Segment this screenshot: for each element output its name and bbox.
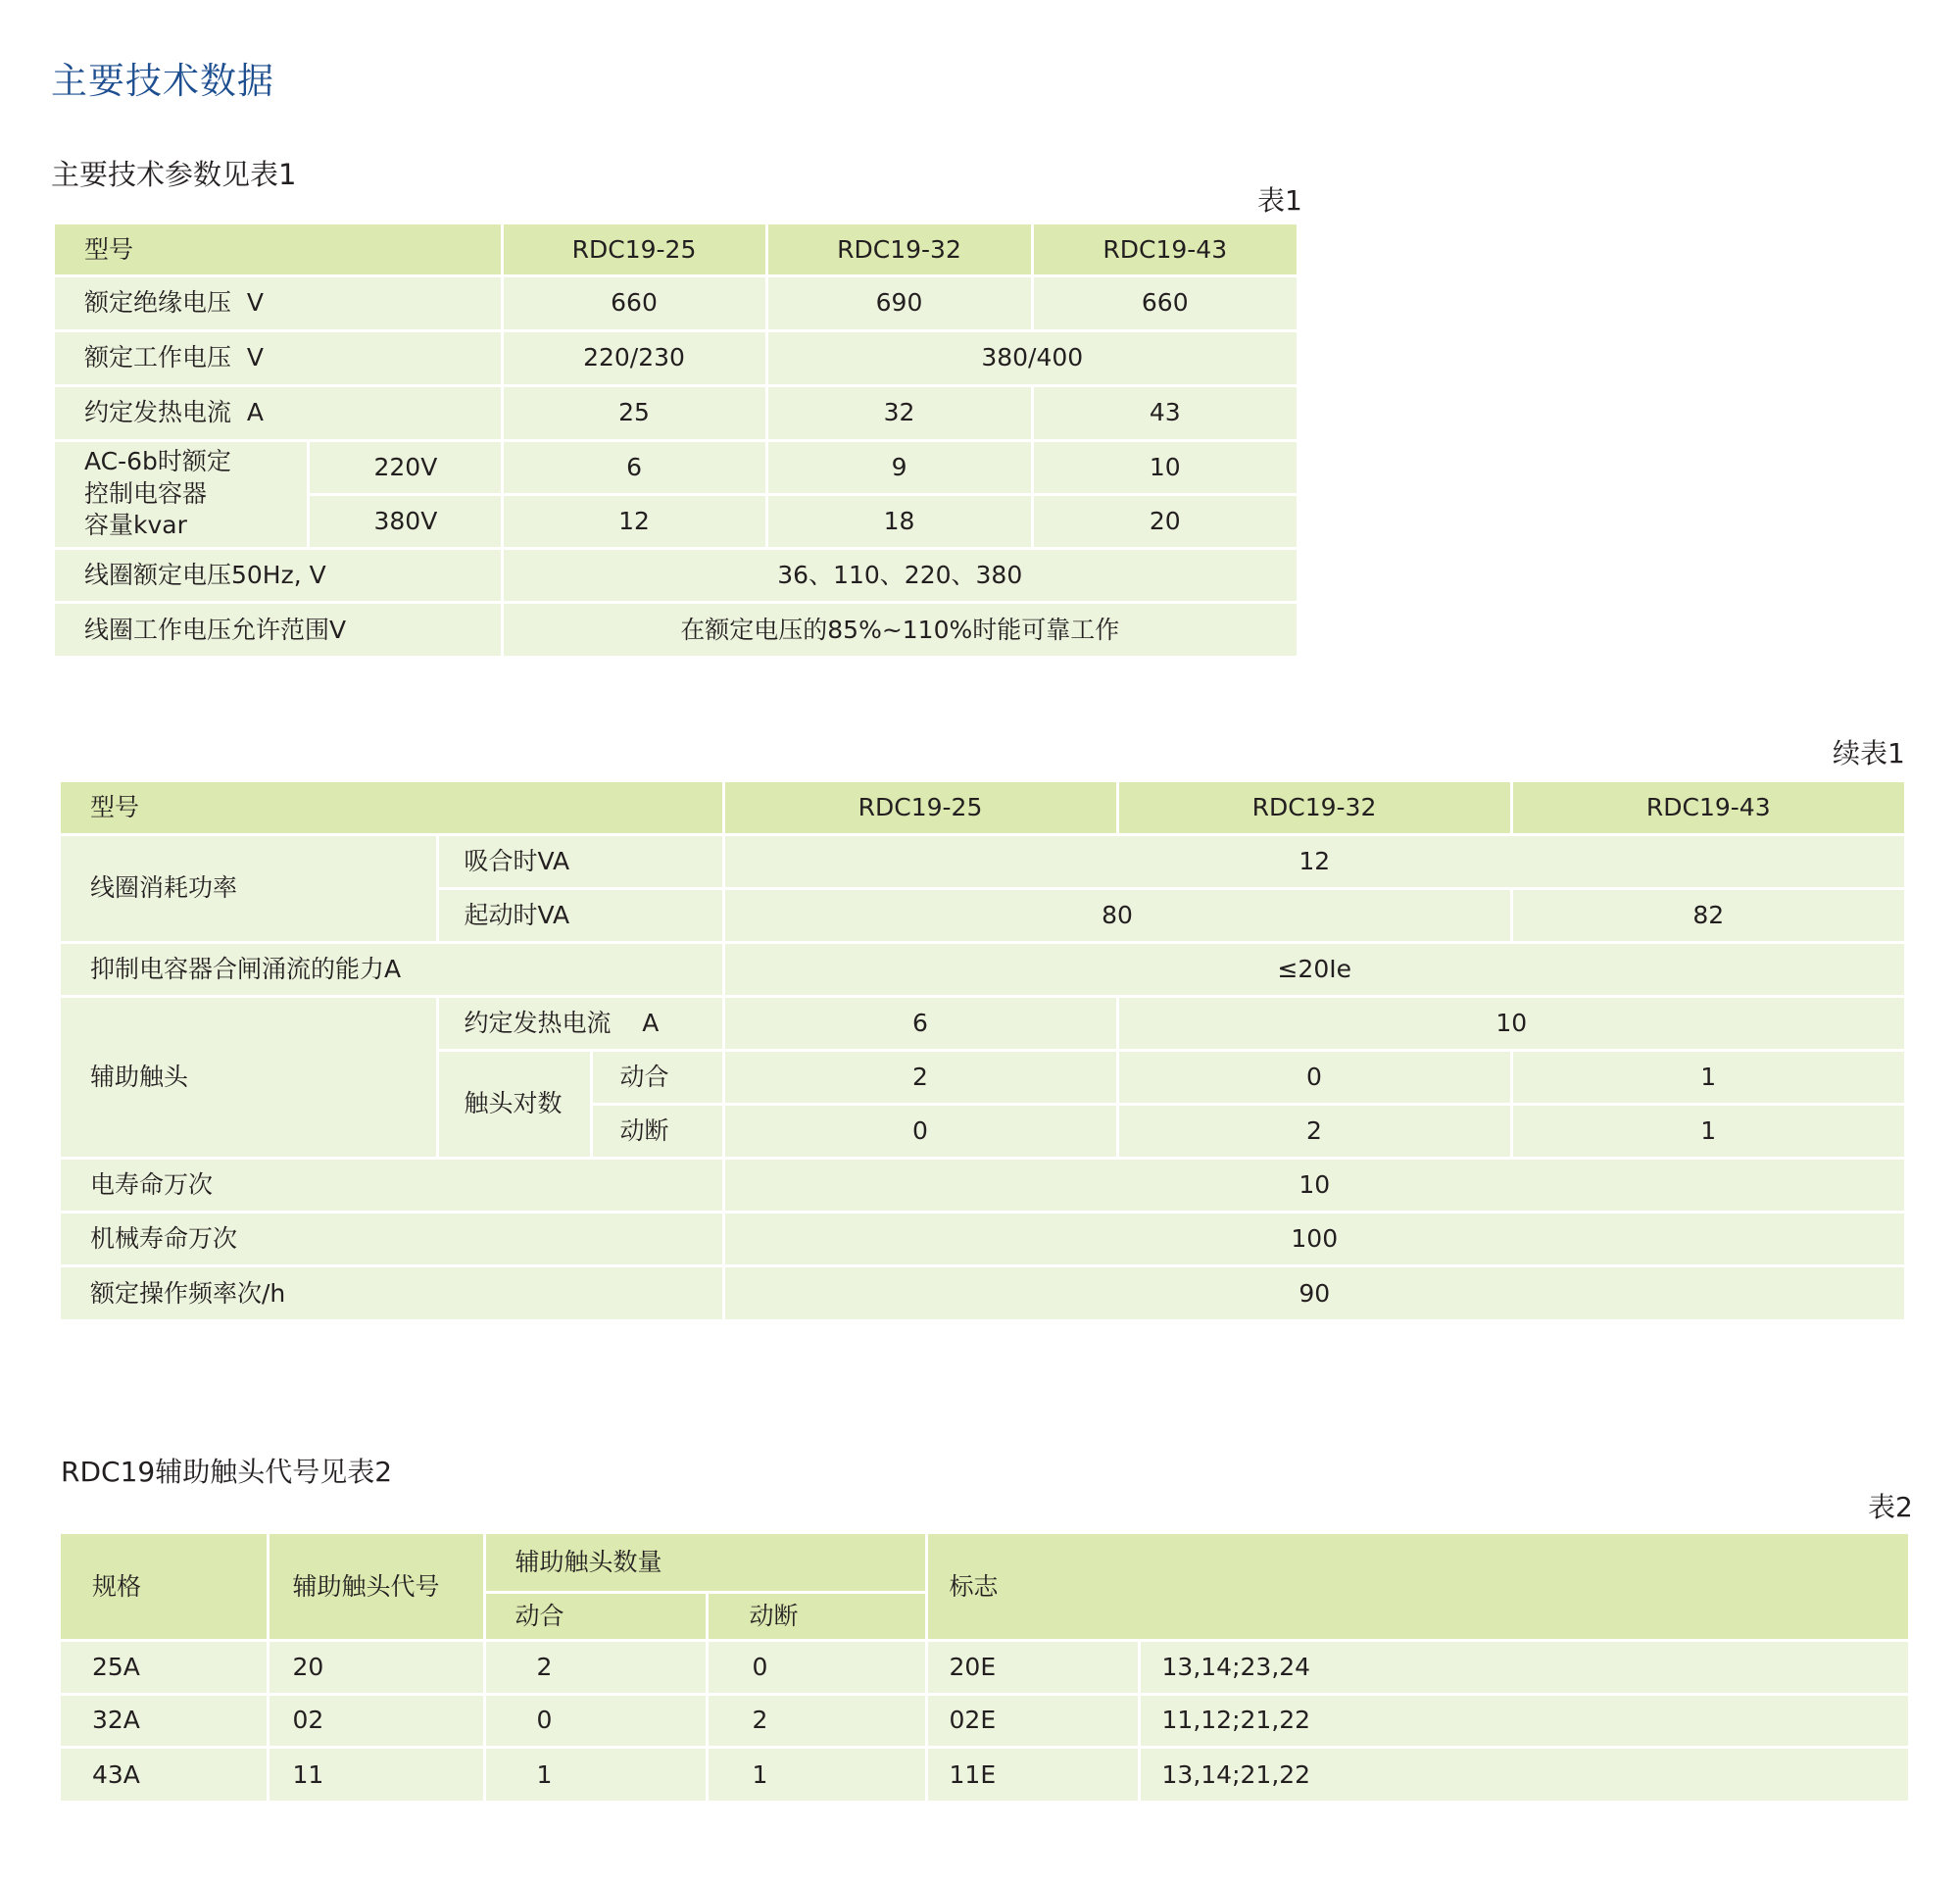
cell-spec: 32A bbox=[61, 1694, 268, 1747]
cell-value: 2 bbox=[1117, 1104, 1511, 1158]
header-model-rdc19-25: RDC19-25 bbox=[502, 224, 766, 275]
cell-make: 0 bbox=[484, 1694, 707, 1747]
cell-make: 1 bbox=[484, 1747, 707, 1801]
cell-value: 43 bbox=[1032, 385, 1297, 440]
table2-caption: 表2 bbox=[1868, 1491, 1913, 1523]
cell-mark-code: 11E bbox=[926, 1747, 1139, 1801]
cell-value: 1 bbox=[1511, 1104, 1904, 1158]
row-label-coil-power: 线圈消耗功率 bbox=[61, 834, 437, 942]
table-row bbox=[61, 1158, 1904, 1212]
sub-label-break: 动断 bbox=[591, 1104, 723, 1158]
sub-label-pull-in: 吸合时VA bbox=[437, 834, 723, 888]
cell-value: 90 bbox=[723, 1265, 1904, 1319]
cell-break: 1 bbox=[707, 1747, 926, 1801]
cell-make: 2 bbox=[484, 1640, 707, 1694]
table-row bbox=[61, 1747, 1908, 1801]
cell-value: 10 bbox=[723, 1158, 1904, 1212]
table1-continued bbox=[61, 782, 1904, 1319]
header-break: 动断 bbox=[707, 1592, 926, 1640]
header-model-rdc19-32: RDC19-32 bbox=[1117, 782, 1511, 834]
label-line: AC-6b时额定 bbox=[84, 447, 231, 476]
sub-label-380v: 380V bbox=[308, 494, 502, 548]
cell-value: 20 bbox=[1032, 494, 1297, 548]
row-label: 额定操作频率次/h bbox=[61, 1265, 723, 1319]
header-model-label: 型号 bbox=[61, 782, 723, 834]
row-label-aux-contacts: 辅助触头 bbox=[61, 996, 437, 1158]
row-label-capacitor bbox=[55, 440, 308, 548]
cell-value: 9 bbox=[766, 440, 1032, 494]
cell-value: 18 bbox=[766, 494, 1032, 548]
cell-value: 0 bbox=[723, 1104, 1117, 1158]
cell-spec: 43A bbox=[61, 1747, 268, 1801]
cell-terminals: 13,14;21,22 bbox=[1139, 1747, 1908, 1801]
table-row bbox=[61, 1694, 1908, 1747]
cell-value: 660 bbox=[1032, 275, 1297, 330]
cell-value: 380/400 bbox=[766, 330, 1297, 385]
cell-break: 0 bbox=[707, 1640, 926, 1694]
table-row bbox=[55, 602, 1297, 656]
table2-header-row bbox=[61, 1534, 1908, 1592]
cell-value: 10 bbox=[1032, 440, 1297, 494]
header-marking: 标志 bbox=[926, 1534, 1908, 1640]
cell-terminals: 13,14;23,24 bbox=[1139, 1640, 1908, 1694]
cell-value: 2 bbox=[723, 1050, 1117, 1104]
cell-value: 25 bbox=[502, 385, 766, 440]
header-spec: 规格 bbox=[61, 1534, 268, 1640]
row-label: 抑制电容器合闸涌流的能力A bbox=[61, 942, 723, 996]
cell-mark-code: 20E bbox=[926, 1640, 1139, 1694]
row-label: 额定绝缘电压 V bbox=[55, 275, 502, 330]
cell-value: 36、110、220、380 bbox=[502, 548, 1297, 602]
row-label: 线圈工作电压允许范围V bbox=[55, 602, 502, 656]
page-title: 主要技术数据 bbox=[51, 60, 274, 102]
table1-caption: 表1 bbox=[1257, 184, 1302, 217]
header-model-rdc19-25: RDC19-25 bbox=[723, 782, 1117, 834]
table-row bbox=[55, 275, 1297, 330]
sub-label-make: 动合 bbox=[591, 1050, 723, 1104]
cell-value: 6 bbox=[502, 440, 766, 494]
sub-label-220v: 220V bbox=[308, 440, 502, 494]
table-row bbox=[61, 1265, 1904, 1319]
header-model-rdc19-43: RDC19-43 bbox=[1032, 224, 1297, 275]
cell-code: 11 bbox=[268, 1747, 484, 1801]
row-label: 额定工作电压 V bbox=[55, 330, 502, 385]
cell-value: 12 bbox=[502, 494, 766, 548]
table2 bbox=[61, 1534, 1908, 1801]
header-model-label: 型号 bbox=[55, 224, 502, 275]
cell-spec: 25A bbox=[61, 1640, 268, 1694]
cell-value: 12 bbox=[723, 834, 1904, 888]
cell-value: 100 bbox=[723, 1212, 1904, 1265]
table-row bbox=[61, 996, 1904, 1050]
sub-label-thermal-current: 约定发热电流 A bbox=[437, 996, 723, 1050]
row-label: 线圈额定电压50Hz, V bbox=[55, 548, 502, 602]
header-code: 辅助触头代号 bbox=[268, 1534, 484, 1640]
sub-label-contact-pairs: 触头对数 bbox=[437, 1050, 591, 1158]
cell-value: 220/230 bbox=[502, 330, 766, 385]
cell-value: 在额定电压的85%~110%时能可靠工作 bbox=[502, 602, 1297, 656]
cell-value: 0 bbox=[1117, 1050, 1511, 1104]
table1-cont-header-row bbox=[61, 782, 1904, 834]
table-row bbox=[55, 440, 1297, 494]
table-row bbox=[55, 385, 1297, 440]
cell-value: 10 bbox=[1117, 996, 1904, 1050]
table-row bbox=[55, 330, 1297, 385]
cell-value: 690 bbox=[766, 275, 1032, 330]
table-row bbox=[61, 1212, 1904, 1265]
cell-value: 1 bbox=[1511, 1050, 1904, 1104]
cell-code: 02 bbox=[268, 1694, 484, 1747]
cell-value: 6 bbox=[723, 996, 1117, 1050]
cell-break: 2 bbox=[707, 1694, 926, 1747]
table1-header-row bbox=[55, 224, 1297, 275]
cell-value: 32 bbox=[766, 385, 1032, 440]
cell-code: 20 bbox=[268, 1640, 484, 1694]
table-row bbox=[61, 1640, 1908, 1694]
cell-mark-code: 02E bbox=[926, 1694, 1139, 1747]
cell-value: 80 bbox=[723, 888, 1511, 942]
label-line: 容量kvar bbox=[84, 511, 187, 540]
cell-value: 660 bbox=[502, 275, 766, 330]
section1-intro: 主要技术参数见表1 bbox=[51, 158, 297, 191]
section2-intro: RDC19辅助触头代号见表2 bbox=[61, 1456, 393, 1488]
cell-value: 82 bbox=[1511, 888, 1904, 942]
cell-terminals: 11,12;21,22 bbox=[1139, 1694, 1908, 1747]
cell-value: ≤20Ie bbox=[723, 942, 1904, 996]
table-row bbox=[55, 548, 1297, 602]
row-label: 电寿命万次 bbox=[61, 1158, 723, 1212]
table1 bbox=[55, 224, 1297, 656]
table1-cont-caption: 续表1 bbox=[1833, 737, 1905, 769]
table-row bbox=[61, 834, 1904, 888]
row-label: 约定发热电流 A bbox=[55, 385, 502, 440]
row-label: 机械寿命万次 bbox=[61, 1212, 723, 1265]
header-model-rdc19-32: RDC19-32 bbox=[766, 224, 1032, 275]
header-model-rdc19-43: RDC19-43 bbox=[1511, 782, 1904, 834]
sub-label-start: 起动时VA bbox=[437, 888, 723, 942]
header-make: 动合 bbox=[484, 1592, 707, 1640]
header-count: 辅助触头数量 bbox=[484, 1534, 926, 1592]
table-row bbox=[61, 942, 1904, 996]
label-line: 控制电容器 bbox=[84, 478, 208, 508]
